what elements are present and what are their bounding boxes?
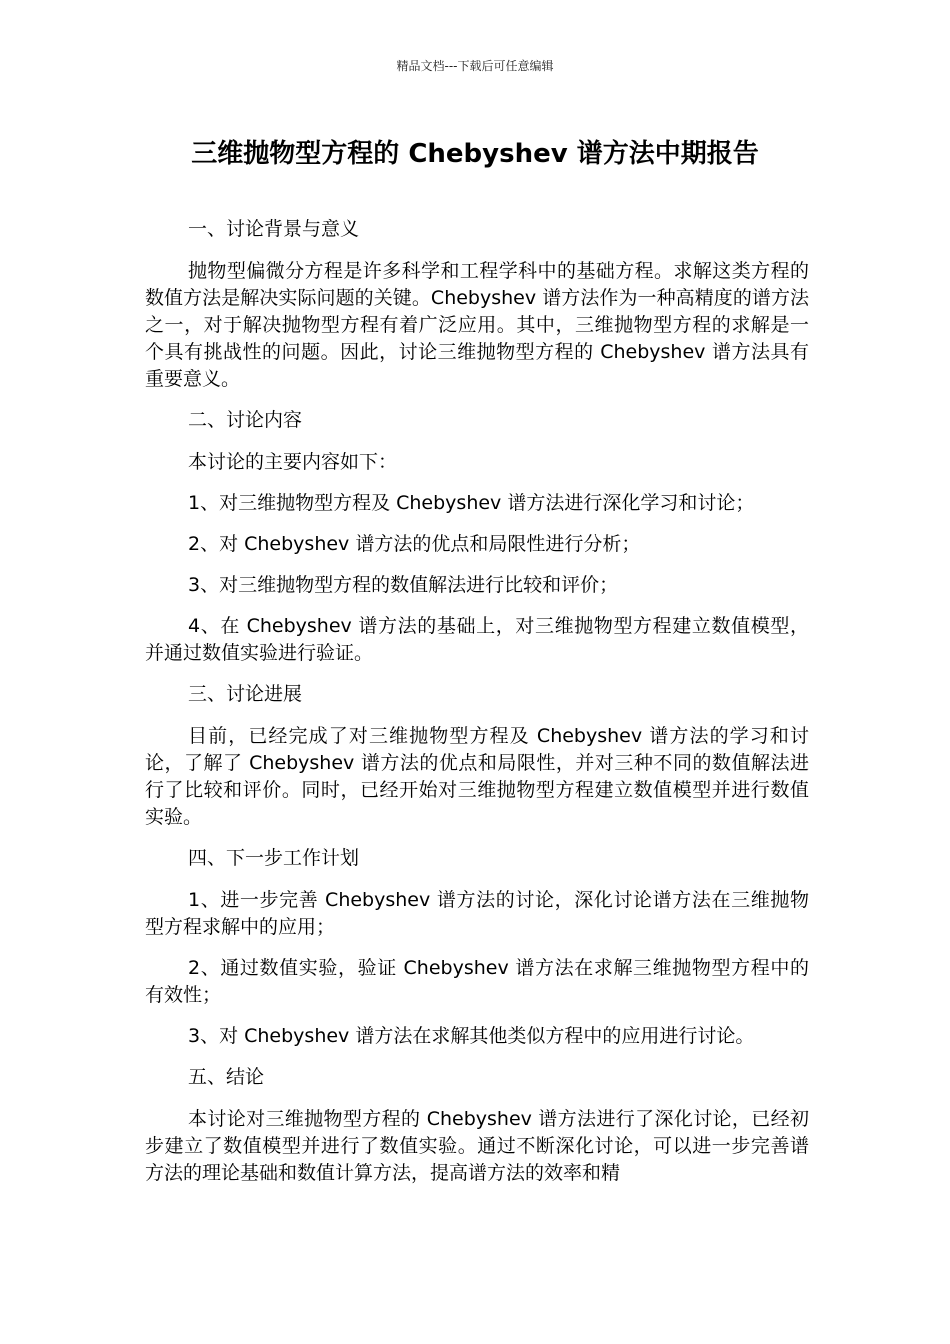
document-body: [145, 216, 809, 1201]
section-heading-progress: 三、讨论进展: [188, 683, 303, 705]
list-item-plan-1: 1、进一步完善 Chebyshev 谱方法的讨论，深化讨论谱方法在三维抛物型方程求解中的应用；: [145, 889, 809, 938]
section-heading-background: 一、讨论背景与意义: [188, 218, 360, 240]
list-item-content-4: 4、在 Chebyshev 谱方法的基础上，对三维抛物型方程建立数值模型，并通过数值实验进行验证。: [145, 615, 809, 664]
page-header: 精品文档---下载后可任意编辑: [396, 59, 554, 73]
section-heading-content: 二、讨论内容: [188, 409, 303, 431]
document-title: 三维抛物型方程的 Chebyshev 谱方法中期报告: [191, 139, 759, 169]
paragraph-progress: 目前，已经完成了对三维抛物型方程及 Chebyshev 谱方法的学习和讨论，了解了 Chebyshev 谱方法的优点和局限性，并对三种不同的数值解法进行了比较和评价。同时，已经开始对三维抛物型方程建立数值模型并进行数值实验。: [145, 725, 809, 828]
list-item-plan-2: 2、通过数值实验，验证 Chebyshev 谱方法在求解三维抛物型方程中的有效性；: [145, 957, 809, 1006]
list-item-content-2: 2、对 Chebyshev 谱方法的优点和局限性进行分析；: [188, 533, 641, 555]
paragraph-content-intro: 本讨论的主要内容如下：: [188, 451, 398, 473]
list-item-content-1: 1、对三维抛物型方程及 Chebyshev 谱方法进行深化学习和讨论；: [188, 492, 755, 514]
list-item-content-3: 3、对三维抛物型方程的数值解法进行比较和评价；: [188, 574, 619, 596]
paragraph-background: 抛物型偏微分方程是许多科学和工程学科中的基础方程。求解这类方程的数值方法是解决实际问题的关键。Chebyshev 谱方法作为一种高精度的谱方法之一，对于解决抛物型方程有着广泛应用。其中，三维抛物型方程的求解是一个具有挑战性的问题。因此，讨论三维抛物型方程的 Chebyshev 谱方法具有重要意义。: [145, 260, 809, 390]
list-item-plan-3: 3、对 Chebyshev 谱方法在求解其他类似方程中的应用进行讨论。: [188, 1025, 755, 1047]
section-heading-plan: 四、下一步工作计划: [188, 847, 360, 869]
paragraph-conclusion: 本讨论对三维抛物型方程的 Chebyshev 谱方法进行了深化讨论，已经初步建立了数值模型并进行了数值实验。通过不断深化讨论，可以进一步完善谱方法的理论基础和数值计算方法，提高谱方法的效率和精: [145, 1108, 809, 1184]
section-heading-conclusion: 五、结论: [188, 1066, 265, 1088]
